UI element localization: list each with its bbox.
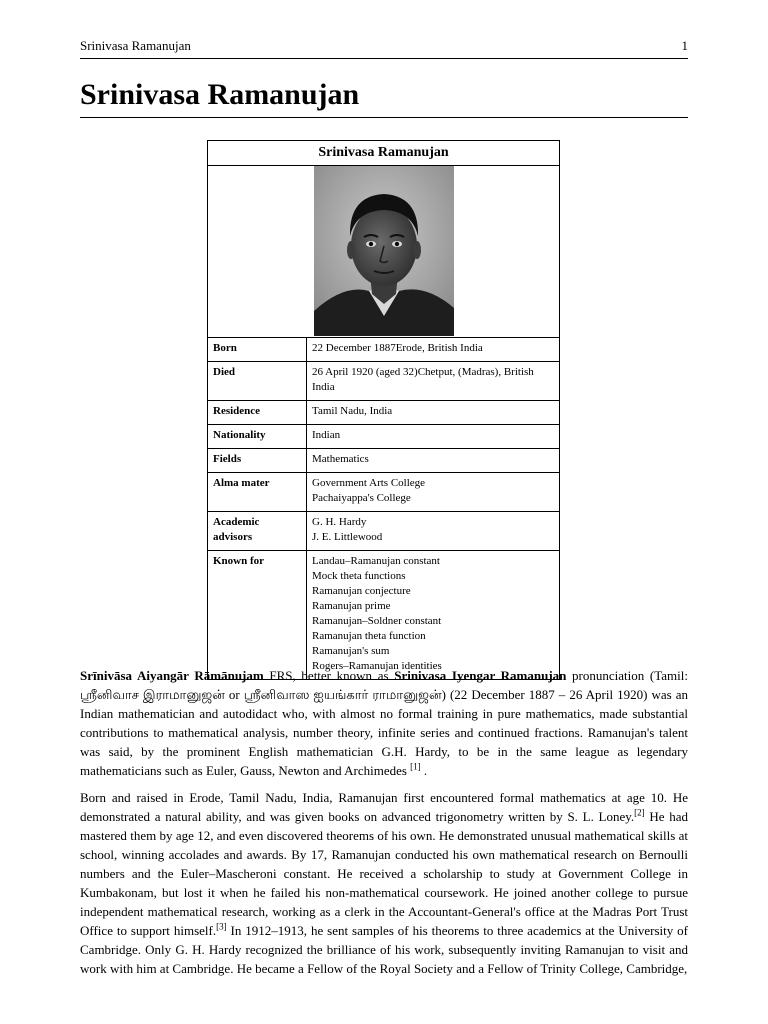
biography-paragraph bbox=[80, 788, 688, 978]
biography-text: He had mastered them by age 12, and even discovered theorems of his own. He demonstrated unusual mathematical skills at school, winning accolades and awards. By 17, Ramanujan conducted his own mathematical research on Bernoulli numbers and the Euler–Mascheroni constant. He received a scholarship to study at Government College in Kumbakonam, but lost it when he failed his non-mathematical coursework. He joined another college to pursue independent mathematical research, working as a clerk in the Accountant-General's office at the Madras Port Trust Office to support himself. bbox=[80, 809, 689, 938]
residence-label: Residence bbox=[208, 401, 307, 425]
portrait-photo bbox=[314, 166, 454, 336]
known-for-item: Landau–Ramanujan constant bbox=[312, 555, 440, 567]
advisors-value bbox=[307, 512, 560, 551]
infobox-row-born bbox=[208, 338, 560, 362]
biography-text: Born and raised in Erode, Tamil Nadu, India, Ramanujan first encountered formal mathematics at age 10. He demonstrated a natural ability, and was given books on advanced trigonometry written by S. L. Loney. bbox=[80, 790, 688, 824]
alma-mater-value bbox=[307, 473, 560, 512]
infobox-row-nationality bbox=[208, 425, 560, 449]
residence-value: Tamil Nadu, India bbox=[307, 401, 560, 425]
intro-paragraph bbox=[80, 666, 688, 780]
nationality-value: Indian bbox=[307, 425, 560, 449]
known-for-item: Ramanujan–Soldner constant bbox=[312, 615, 442, 627]
fields-label: Fields bbox=[208, 449, 307, 473]
known-for-value bbox=[307, 551, 560, 680]
infobox-row-alma-mater bbox=[208, 473, 560, 512]
intro-text: . bbox=[420, 763, 428, 778]
intro-text: FRS, better known as bbox=[263, 668, 395, 683]
citation-link[interactable]: [1] bbox=[410, 761, 421, 772]
alma-mater-label: Alma mater bbox=[208, 473, 307, 512]
born-label: Born bbox=[208, 338, 307, 362]
infobox-row-residence bbox=[208, 401, 560, 425]
born-value: 22 December 1887Erode, British India bbox=[307, 338, 560, 362]
citation-link[interactable]: [2] bbox=[634, 807, 645, 818]
infobox-row-known-for bbox=[208, 551, 560, 680]
infobox-row-died bbox=[208, 362, 560, 401]
known-for-item: Mock theta functions bbox=[312, 570, 406, 582]
infobox-row-advisors bbox=[208, 512, 560, 551]
known-for-item: Ramanujan theta function bbox=[312, 630, 426, 642]
advisor-item: G. H. Hardy bbox=[312, 516, 367, 528]
fields-value: Mathematics bbox=[307, 449, 560, 473]
infobox-title: Srinivasa Ramanujan bbox=[208, 141, 560, 166]
known-for-item: Ramanujan prime bbox=[312, 600, 391, 612]
known-for-item: Ramanujan conjecture bbox=[312, 585, 411, 597]
alma-mater-item: Pachaiyappa's College bbox=[312, 492, 411, 504]
known-for-item: Ramanujan's sum bbox=[312, 645, 390, 657]
full-name: Srīnivāsa Aiyangār Rāmānujam bbox=[80, 668, 264, 683]
running-title: Srinivasa Ramanujan bbox=[80, 38, 191, 53]
article-body bbox=[80, 666, 688, 986]
known-for-label: Known for bbox=[208, 551, 307, 680]
alt-name: Srinivasa Iyengar Ramanujan bbox=[394, 668, 567, 683]
page-number: 1 bbox=[681, 38, 688, 53]
nationality-label: Nationality bbox=[208, 425, 307, 449]
running-header bbox=[80, 38, 688, 59]
infobox-photo-cell bbox=[208, 166, 560, 338]
infobox-row-fields bbox=[208, 449, 560, 473]
died-label: Died bbox=[208, 362, 307, 401]
advisor-item: J. E. Littlewood bbox=[312, 531, 383, 543]
intro-text: pronunciation (Tamil: ஸ்ரீனிவாச இராமானுஜன் or ஸ்ரீனிவாஸ ஐயங்கார் ராமானுஜன்) (22 December 1887 – 26 April 1920) was an Indian mathematician and autodidact who, with almost no formal training in pure mathematics, made substantial contributions to mathematical analysis, number theory, infinite series and continued fractions. Ramanujan's talent was said, by the prominent English mathematician G.H. Hardy, to be in the same league as legendary mathematicians such as Euler, Gauss, Newton and Archimedes bbox=[80, 668, 688, 778]
known-for-item: Rogers–Ramanujan identities bbox=[312, 660, 442, 672]
article-title: Srinivasa Ramanujan bbox=[80, 76, 688, 118]
advisors-label: Academic advisors bbox=[208, 512, 307, 551]
died-value: 26 April 1920 (aged 32)Chetput, (Madras), British India bbox=[307, 362, 560, 401]
biography-text: In 1912–1913, he sent samples of his theorems to three academics at the University of Cambridge. Only G. H. Hardy recognized the brilliance of his work, subsequently inviting Ramanujan to visit and work with him at Cambridge. He became a Fellow of the Royal Society and a Fellow of Trinity College, Cambridge, bbox=[80, 923, 688, 976]
alma-mater-item: Government Arts College bbox=[312, 477, 426, 489]
infobox bbox=[207, 140, 560, 680]
citation-link[interactable]: [3] bbox=[216, 921, 227, 932]
